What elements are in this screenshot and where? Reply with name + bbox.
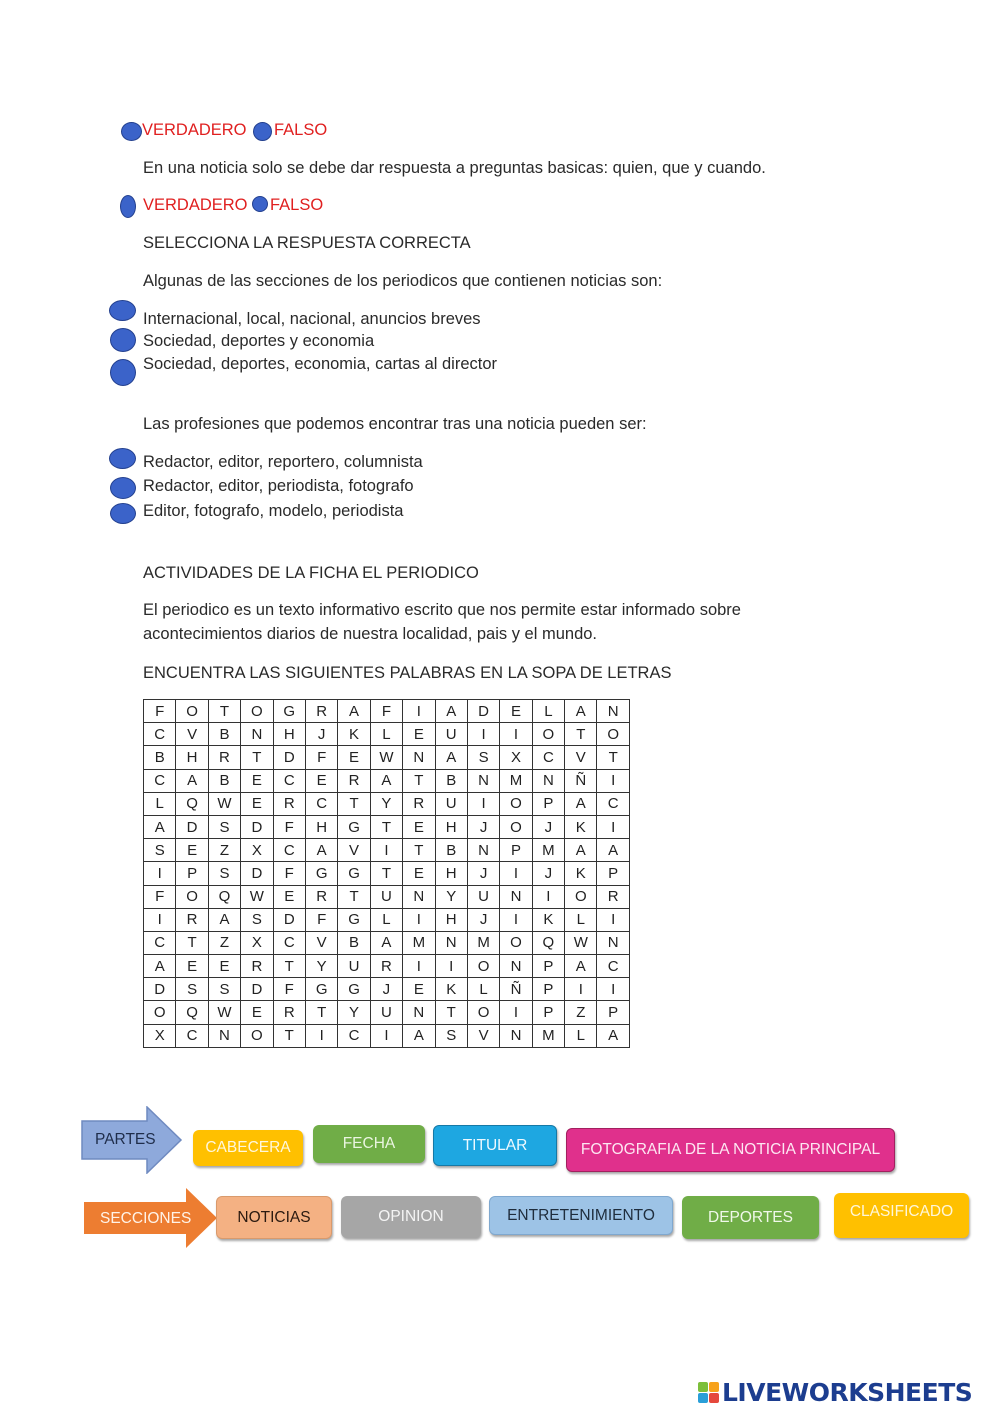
grid-cell[interactable]: E	[403, 815, 435, 838]
grid-cell[interactable]: P	[532, 1001, 564, 1024]
grid-cell[interactable]: F	[370, 700, 402, 723]
logo-text: LIVEWORKSHEETS	[722, 1378, 973, 1407]
grid-cell[interactable]: A	[435, 700, 467, 723]
grid-cell[interactable]: N	[467, 839, 499, 862]
grid-cell[interactable]: I	[305, 1024, 337, 1047]
grid-cell[interactable]: T	[370, 862, 402, 885]
grid-cell[interactable]: N	[500, 955, 532, 978]
grid-cell[interactable]: N	[403, 1001, 435, 1024]
grid-cell[interactable]: Y	[370, 792, 402, 815]
deportes-box[interactable]: DEPORTES	[682, 1196, 819, 1239]
grid-row	[144, 746, 630, 769]
grid-cell[interactable]: R	[176, 908, 208, 931]
grid-cell[interactable]: B	[208, 769, 240, 792]
grid-cell[interactable]: Q	[208, 885, 240, 908]
q2-falso-radio[interactable]	[252, 196, 268, 212]
grid-cell[interactable]: O	[597, 723, 629, 746]
grid-cell[interactable]: I	[500, 723, 532, 746]
grid-cell[interactable]: G	[273, 700, 305, 723]
grid-cell[interactable]: C	[144, 723, 176, 746]
grid-cell[interactable]: A	[208, 908, 240, 931]
grid-cell[interactable]: A	[176, 769, 208, 792]
grid-cell[interactable]: E	[241, 1001, 273, 1024]
grid-cell[interactable]: U	[467, 885, 499, 908]
grid-cell[interactable]: O	[241, 1024, 273, 1047]
grid-cell[interactable]: Ñ	[565, 769, 597, 792]
grid-cell[interactable]: T	[403, 839, 435, 862]
grid-cell[interactable]: H	[435, 815, 467, 838]
grid-cell[interactable]: N	[435, 931, 467, 954]
paragraph-line-1: El periodico es un texto informativo escrito que nos permite estar informado sobre	[143, 601, 741, 619]
grid-cell[interactable]: O	[176, 885, 208, 908]
grid-cell[interactable]: S	[435, 1024, 467, 1047]
grid-cell[interactable]: A	[370, 931, 402, 954]
grid-cell[interactable]: S	[176, 978, 208, 1001]
grid-cell[interactable]: H	[435, 862, 467, 885]
grid-cell[interactable]: U	[435, 723, 467, 746]
grid-cell[interactable]: M	[500, 769, 532, 792]
grid-cell[interactable]: N	[597, 700, 629, 723]
grid-cell[interactable]: H	[273, 723, 305, 746]
grid-cell[interactable]: A	[144, 815, 176, 838]
grid-row	[144, 931, 630, 954]
q2-statement: En una noticia solo se debe dar respuesta a preguntas basicas: quien, que y cuando.	[143, 159, 766, 177]
grid-cell[interactable]: D	[241, 862, 273, 885]
grid-cell[interactable]: N	[403, 885, 435, 908]
grid-cell[interactable]: M	[532, 1024, 564, 1047]
q2-falso-label: FALSO	[270, 196, 324, 214]
grid-cell[interactable]: X	[241, 931, 273, 954]
grid-cell[interactable]: Z	[208, 931, 240, 954]
q3-option-3-radio[interactable]	[110, 359, 136, 386]
grid-cell[interactable]: D	[467, 700, 499, 723]
grid-cell[interactable]: Q	[176, 1001, 208, 1024]
grid-cell[interactable]: L	[565, 1024, 597, 1047]
q3-option-2-label: Sociedad, deportes y economia	[143, 332, 375, 350]
grid-cell[interactable]: P	[597, 862, 629, 885]
grid-cell[interactable]: T	[565, 723, 597, 746]
grid-cell[interactable]: S	[208, 815, 240, 838]
grid-cell[interactable]: I	[565, 978, 597, 1001]
word-search-grid[interactable]	[143, 699, 630, 1048]
grid-cell[interactable]: B	[144, 746, 176, 769]
grid-cell[interactable]: K	[435, 978, 467, 1001]
activities-heading: ACTIVIDADES DE LA FICHA EL PERIODICO	[143, 564, 479, 582]
grid-cell[interactable]: E	[500, 700, 532, 723]
grid-cell[interactable]: B	[338, 931, 370, 954]
grid-cell[interactable]: L	[370, 908, 402, 931]
grid-cell[interactable]: P	[176, 862, 208, 885]
grid-cell[interactable]: J	[467, 908, 499, 931]
grid-cell[interactable]: F	[144, 700, 176, 723]
grid-cell[interactable]: N	[500, 885, 532, 908]
grid-cell[interactable]: M	[467, 931, 499, 954]
grid-cell[interactable]: A	[565, 839, 597, 862]
grid-cell[interactable]: O	[467, 1001, 499, 1024]
grid-cell[interactable]: L	[370, 723, 402, 746]
grid-cell[interactable]: C	[305, 792, 337, 815]
grid-cell[interactable]: H	[305, 815, 337, 838]
grid-cell[interactable]: C	[273, 839, 305, 862]
grid-cell[interactable]: E	[273, 885, 305, 908]
grid-cell[interactable]: C	[338, 1024, 370, 1047]
paragraph-line-2: acontecimientos diarios de nuestra localidad, pais y el mundo.	[143, 625, 598, 643]
grid-cell[interactable]: I	[370, 839, 402, 862]
grid-cell[interactable]: I	[597, 769, 629, 792]
grid-cell[interactable]: O	[565, 885, 597, 908]
secciones-arrow	[84, 1187, 218, 1249]
grid-cell[interactable]: F	[305, 908, 337, 931]
grid-cell[interactable]: W	[370, 746, 402, 769]
grid-row	[144, 792, 630, 815]
grid-cell[interactable]: W	[208, 792, 240, 815]
grid-cell[interactable]: F	[273, 815, 305, 838]
grid-cell[interactable]: O	[500, 792, 532, 815]
grid-row	[144, 700, 630, 723]
grid-cell[interactable]: H	[435, 908, 467, 931]
grid-cell[interactable]: E	[403, 862, 435, 885]
q4-option-1-label: Redactor, editor, reportero, columnista	[143, 453, 423, 471]
grid-cell[interactable]: N	[532, 769, 564, 792]
grid-cell[interactable]: R	[370, 955, 402, 978]
grid-cell[interactable]: E	[176, 955, 208, 978]
cabecera-box[interactable]: CABECERA	[193, 1130, 303, 1166]
fotografia-box[interactable]: FOTOGRAFIA DE LA NOTICIA PRINCIPAL	[566, 1128, 895, 1172]
q3-option-3-label: Sociedad, deportes, economia, cartas al director	[143, 355, 498, 373]
grid-cell[interactable]: I	[467, 792, 499, 815]
grid-cell[interactable]: A	[565, 792, 597, 815]
grid-cell[interactable]: B	[208, 723, 240, 746]
grid-cell[interactable]: P	[532, 792, 564, 815]
grid-cell[interactable]: U	[370, 885, 402, 908]
partes-arrow	[81, 1106, 183, 1174]
grid-cell[interactable]: A	[144, 955, 176, 978]
grid-cell[interactable]: J	[305, 723, 337, 746]
grid-cell[interactable]: N	[241, 723, 273, 746]
grid-row	[144, 885, 630, 908]
grid-cell[interactable]: I	[500, 908, 532, 931]
secciones-label: SECCIONES	[100, 1210, 192, 1227]
grid-cell[interactable]: O	[467, 955, 499, 978]
grid-cell[interactable]: Q	[176, 792, 208, 815]
grid-row	[144, 769, 630, 792]
grid-cell[interactable]: F	[273, 862, 305, 885]
grid-cell[interactable]: G	[305, 978, 337, 1001]
grid-cell[interactable]: Y	[435, 885, 467, 908]
grid-cell[interactable]: W	[208, 1001, 240, 1024]
q1-verdadero-label: VERDADERO	[142, 121, 247, 139]
grid-row	[144, 815, 630, 838]
grid-cell[interactable]: D	[176, 815, 208, 838]
grid-cell[interactable]: V	[467, 1024, 499, 1047]
grid-cell[interactable]: W	[241, 885, 273, 908]
grid-cell[interactable]: G	[338, 862, 370, 885]
grid-cell[interactable]: E	[403, 978, 435, 1001]
grid-cell[interactable]: O	[500, 815, 532, 838]
grid-cell[interactable]: L	[532, 700, 564, 723]
grid-cell[interactable]: I	[532, 885, 564, 908]
grid-cell[interactable]: T	[370, 815, 402, 838]
grid-cell[interactable]: D	[241, 815, 273, 838]
q1-verdadero-radio[interactable]	[121, 122, 142, 141]
noticias-box[interactable]: NOTICIAS	[216, 1196, 332, 1239]
clasificado-box[interactable]: CLASIFICADO	[834, 1193, 969, 1238]
grid-cell[interactable]: E	[403, 723, 435, 746]
grid-cell[interactable]: C	[597, 792, 629, 815]
grid-cell[interactable]: O	[532, 723, 564, 746]
grid-row	[144, 723, 630, 746]
grid-cell[interactable]: A	[565, 955, 597, 978]
grid-cell[interactable]: I	[435, 955, 467, 978]
grid-cell[interactable]: A	[435, 746, 467, 769]
grid-cell[interactable]: I	[403, 908, 435, 931]
q1-falso-radio[interactable]	[253, 122, 272, 141]
grid-cell[interactable]: R	[305, 885, 337, 908]
grid-cell[interactable]: T	[305, 1001, 337, 1024]
grid-cell[interactable]: P	[532, 978, 564, 1001]
grid-cell[interactable]: C	[144, 769, 176, 792]
grid-cell[interactable]: Y	[338, 1001, 370, 1024]
grid-cell[interactable]: M	[403, 931, 435, 954]
grid-cell[interactable]: A	[597, 839, 629, 862]
grid-cell[interactable]: A	[565, 700, 597, 723]
grid-cell[interactable]: C	[176, 1024, 208, 1047]
grid-cell[interactable]: J	[532, 862, 564, 885]
grid-cell[interactable]: N	[500, 1024, 532, 1047]
grid-cell[interactable]: K	[532, 908, 564, 931]
grid-cell[interactable]: X	[500, 746, 532, 769]
grid-cell[interactable]: Q	[532, 931, 564, 954]
fecha-box[interactable]: FECHA	[313, 1125, 425, 1163]
grid-cell[interactable]: I	[467, 723, 499, 746]
grid-cell[interactable]: O	[144, 1001, 176, 1024]
grid-row	[144, 839, 630, 862]
grid-cell[interactable]: T	[241, 746, 273, 769]
grid-cell[interactable]: I	[597, 978, 629, 1001]
grid-cell[interactable]: J	[370, 978, 402, 1001]
grid-cell[interactable]: H	[176, 746, 208, 769]
grid-cell[interactable]: I	[144, 862, 176, 885]
grid-cell[interactable]: U	[338, 955, 370, 978]
grid-cell[interactable]: G	[305, 862, 337, 885]
grid-cell[interactable]: E	[338, 746, 370, 769]
grid-cell[interactable]: F	[305, 746, 337, 769]
grid-row	[144, 862, 630, 885]
grid-row	[144, 978, 630, 1001]
grid-cell[interactable]: V	[305, 931, 337, 954]
grid-cell[interactable]: W	[565, 931, 597, 954]
grid-cell[interactable]: A	[597, 1024, 629, 1047]
q4-option-2-label: Redactor, editor, periodista, fotografo	[143, 477, 414, 495]
grid-cell[interactable]: T	[273, 955, 305, 978]
grid-cell[interactable]: I	[370, 1024, 402, 1047]
grid-cell[interactable]: R	[273, 792, 305, 815]
grid-cell[interactable]: P	[597, 1001, 629, 1024]
grid-cell[interactable]: S	[208, 978, 240, 1001]
grid-cell[interactable]: I	[597, 908, 629, 931]
q4-question: Las profesiones que podemos encontrar tras una noticia pueden ser:	[143, 415, 647, 433]
grid-cell[interactable]: A	[370, 769, 402, 792]
grid-cell[interactable]: I	[500, 862, 532, 885]
wordsearch-heading: ENCUENTRA LAS SIGUIENTES PALABRAS EN LA SOPA DE LETRAS	[143, 664, 672, 682]
grid-cell[interactable]: T	[338, 792, 370, 815]
select-heading: SELECCIONA LA RESPUESTA CORRECTA	[143, 234, 471, 252]
grid-cell[interactable]: F	[144, 885, 176, 908]
grid-cell[interactable]: P	[532, 955, 564, 978]
grid-cell[interactable]: R	[338, 769, 370, 792]
grid-cell[interactable]: S	[208, 862, 240, 885]
entretenimiento-box[interactable]: ENTRETENIMIENTO	[489, 1196, 673, 1235]
grid-cell[interactable]: U	[435, 792, 467, 815]
q4-option-1-radio[interactable]	[109, 448, 136, 469]
grid-cell[interactable]: O	[241, 700, 273, 723]
grid-cell[interactable]: D	[273, 746, 305, 769]
grid-cell[interactable]: E	[208, 955, 240, 978]
grid-cell[interactable]: R	[305, 700, 337, 723]
q3-option-1-radio[interactable]	[109, 300, 136, 321]
grid-cell[interactable]: J	[467, 815, 499, 838]
q3-option-1-label: Internacional, local, nacional, anuncios breves	[143, 310, 481, 328]
grid-cell[interactable]: T	[273, 1024, 305, 1047]
grid-cell[interactable]: R	[241, 955, 273, 978]
grid-cell[interactable]: T	[597, 746, 629, 769]
grid-cell[interactable]: P	[500, 839, 532, 862]
q4-option-3-radio[interactable]	[110, 503, 136, 524]
grid-cell[interactable]: G	[338, 978, 370, 1001]
grid-cell[interactable]: J	[532, 815, 564, 838]
grid-cell[interactable]: S	[241, 908, 273, 931]
grid-cell[interactable]: V	[565, 746, 597, 769]
grid-cell[interactable]: T	[403, 769, 435, 792]
grid-cell[interactable]: A	[338, 700, 370, 723]
grid-cell[interactable]: T	[208, 700, 240, 723]
q3-question: Algunas de las secciones de los periodicos que contienen noticias son:	[143, 272, 663, 290]
grid-cell[interactable]: E	[241, 769, 273, 792]
grid-cell[interactable]: K	[565, 862, 597, 885]
grid-cell[interactable]: X	[144, 1024, 176, 1047]
logo-tiles-icon	[698, 1382, 719, 1403]
grid-cell[interactable]: L	[467, 978, 499, 1001]
grid-cell[interactable]: A	[403, 1024, 435, 1047]
grid-cell[interactable]: C	[597, 955, 629, 978]
grid-cell[interactable]: I	[403, 955, 435, 978]
liveworksheets-logo[interactable]	[698, 1378, 972, 1407]
grid-cell[interactable]: R	[273, 1001, 305, 1024]
grid-cell[interactable]: K	[338, 723, 370, 746]
q4-option-3-label: Editor, fotografo, modelo, periodista	[143, 502, 404, 520]
grid-cell[interactable]: C	[144, 931, 176, 954]
grid-cell[interactable]: I	[597, 815, 629, 838]
grid-row	[144, 908, 630, 931]
grid-cell[interactable]: I	[144, 908, 176, 931]
grid-cell[interactable]: B	[435, 769, 467, 792]
grid-cell[interactable]: D	[273, 908, 305, 931]
grid-cell[interactable]: G	[338, 908, 370, 931]
grid-row	[144, 1024, 630, 1047]
grid-cell[interactable]: J	[467, 862, 499, 885]
grid-cell[interactable]: N	[597, 931, 629, 954]
grid-cell[interactable]: C	[273, 931, 305, 954]
grid-cell[interactable]: N	[208, 1024, 240, 1047]
q2-verdadero-radio[interactable]	[120, 195, 136, 218]
grid-cell[interactable]: Y	[305, 955, 337, 978]
grid-cell[interactable]: O	[176, 700, 208, 723]
grid-cell[interactable]: Ñ	[500, 978, 532, 1001]
titular-box[interactable]: TITULAR	[433, 1125, 557, 1166]
grid-cell[interactable]: R	[403, 792, 435, 815]
grid-cell[interactable]: N	[403, 746, 435, 769]
grid-cell[interactable]: I	[403, 700, 435, 723]
partes-label: PARTES	[95, 1131, 156, 1148]
opinion-box[interactable]: OPINION	[341, 1196, 481, 1238]
grid-cell[interactable]: E	[241, 792, 273, 815]
grid-cell[interactable]: Z	[208, 839, 240, 862]
grid-cell[interactable]: I	[500, 1001, 532, 1024]
grid-cell[interactable]: T	[338, 885, 370, 908]
grid-cell[interactable]: C	[273, 769, 305, 792]
grid-cell[interactable]: R	[597, 885, 629, 908]
q3-option-2-radio[interactable]	[110, 328, 136, 352]
grid-cell[interactable]: E	[176, 839, 208, 862]
grid-cell[interactable]: D	[241, 978, 273, 1001]
grid-cell[interactable]: L	[144, 792, 176, 815]
grid-cell[interactable]: A	[305, 839, 337, 862]
grid-cell[interactable]: V	[338, 839, 370, 862]
grid-cell[interactable]: T	[435, 1001, 467, 1024]
grid-cell[interactable]: S	[467, 746, 499, 769]
grid-cell[interactable]: N	[467, 769, 499, 792]
grid-cell[interactable]: T	[176, 931, 208, 954]
grid-cell[interactable]: K	[565, 815, 597, 838]
grid-cell[interactable]: F	[273, 978, 305, 1001]
grid-cell[interactable]: D	[144, 978, 176, 1001]
grid-cell[interactable]: B	[435, 839, 467, 862]
grid-cell[interactable]: R	[208, 746, 240, 769]
q2-verdadero-label: VERDADERO	[143, 196, 248, 214]
grid-cell[interactable]: L	[565, 908, 597, 931]
grid-row	[144, 955, 630, 978]
grid-cell[interactable]: M	[532, 839, 564, 862]
grid-cell[interactable]: Z	[565, 1001, 597, 1024]
grid-cell[interactable]: S	[144, 839, 176, 862]
q4-option-2-radio[interactable]	[110, 477, 136, 499]
grid-cell[interactable]: G	[338, 815, 370, 838]
grid-cell[interactable]: O	[500, 931, 532, 954]
grid-cell[interactable]: E	[305, 769, 337, 792]
grid-cell[interactable]: U	[370, 1001, 402, 1024]
grid-row	[144, 1001, 630, 1024]
grid-cell[interactable]: V	[176, 723, 208, 746]
q1-falso-label: FALSO	[274, 121, 328, 139]
grid-cell[interactable]: C	[532, 746, 564, 769]
grid-cell[interactable]: X	[241, 839, 273, 862]
